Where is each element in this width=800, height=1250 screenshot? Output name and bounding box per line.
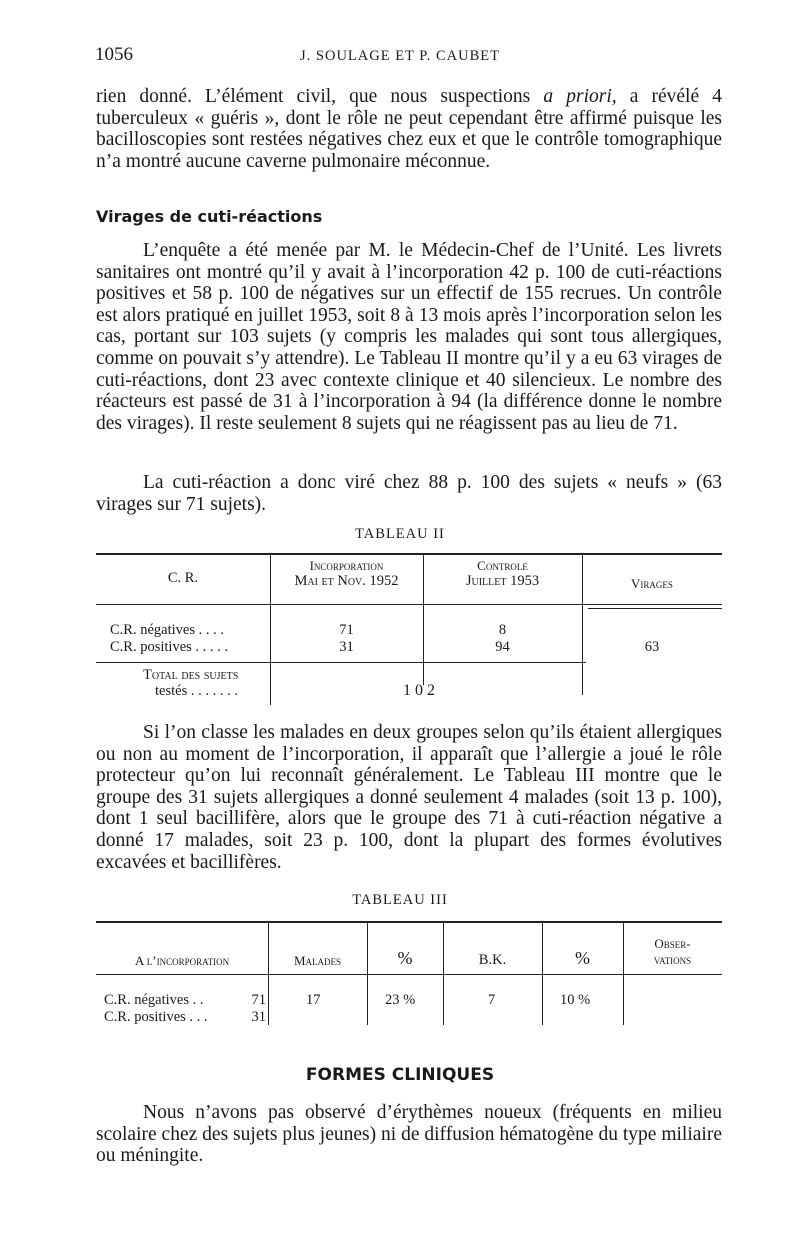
table3-cell-percent: 10 % xyxy=(560,992,591,1008)
table2-total-label: Total des sujets xyxy=(143,667,239,683)
table2-cell-incorp: 71 xyxy=(339,622,354,638)
table2-header-rule-2 xyxy=(588,608,722,609)
table2-row-label: C.R. positives . . . . . xyxy=(110,639,229,655)
table2-cell-controle: 8 xyxy=(498,622,507,638)
table2-header-controle: Controle xyxy=(477,558,528,573)
table2-body-rule xyxy=(96,662,586,663)
table2-title: TABLEAU II xyxy=(355,526,445,542)
page-number: 1056 xyxy=(95,44,133,65)
table3-header-percent: % xyxy=(575,948,590,968)
paragraph-intro xyxy=(96,86,722,172)
table2-header-cr: C. R. xyxy=(167,570,199,586)
table2-header-incorporation-date: Mai et Nov. 1952 xyxy=(294,573,399,589)
paragraph-formes xyxy=(96,1102,722,1167)
table3-cell-bk: 7 xyxy=(488,992,496,1008)
table2-row-label: C.R. négatives . . . . xyxy=(110,622,224,638)
table2-top-rule xyxy=(96,553,722,555)
table3-header-incorporation: A l’incorporation xyxy=(134,953,230,968)
table3-header-observations-2: vations xyxy=(653,952,692,967)
section-heading-virages: Virages de cuti-réactions xyxy=(96,207,323,226)
table3-top-rule xyxy=(96,921,722,923)
paragraph-conclusion-text: La cuti-réaction a donc viré chez 88 p. 100 des sujets « neufs » (63 virages sur 71 sujets). xyxy=(96,472,722,515)
table2-header-incorporation: Incorporation xyxy=(309,558,384,573)
table3-row-label: C.R. positives . . . xyxy=(104,1009,208,1025)
paragraph-enquete xyxy=(96,240,722,434)
paragraph-enquete-text: L’enquête a été menée par M. le Médecin-Chef de l’Unité. Les livrets sanitaires ont montré qu’il y avait à l’incorporation 42 p. 100 de cuti-réactions positives et 58 p. 100 de négatives sur un effectif de 155 recrues. Un contrôle est alors pratiqué en juillet 1953, soit 8 à 13 mois après l’incorporation selon les cas, portant sur 103 sujets (y compris les malades qui sont tous allergiques, comme on pouvait s’y attendre). Le Tableau II montre qu’il y a eu 63 virages de cuti-réactions, dont 23 avec contexte clinique et 40 silencieux. Le nombre des réacteurs est passé de 31 à l’incorporation à 94 (la différence donne le nombre des virages). Il reste seulement 8 sujets qui ne réagissent pas au lieu de 71. xyxy=(96,240,722,434)
table2-header-virages: Virages xyxy=(631,576,673,591)
table3-header-observations: Obser- xyxy=(654,936,691,951)
section-heading-formes-cliniques: FORMES CLINIQUES xyxy=(305,1065,495,1085)
paragraph-intro-part2: a révélé 4 tuberculeux « guéris », dont le rôle ne peut cependant être affirmé puisque les bacilloscopies sont restées négatives chez eux et que le contrôle tomographique n’a montré aucune caverne pulmonaire méconnue. xyxy=(96,86,722,172)
table2-cell-controle: 94 xyxy=(495,639,510,655)
table2-total-label-2: testés . . . . . . . xyxy=(155,683,238,699)
paragraph-formes-text: Nous n’avons pas observé d’érythèmes noueux (fréquents en milieu scolaire chez des sujets plus jeunes) ni de diffusion hématogène du type miliaire ou méningite. xyxy=(96,1102,722,1167)
table3-row-count: 71 xyxy=(251,992,266,1008)
table2-header-rule xyxy=(96,604,722,605)
paragraph-intro-part1: rien donné. L’élément civil, que nous suspections xyxy=(96,86,544,107)
table3-header-malades: Malades xyxy=(293,953,342,968)
table2-total-value: 1 0 2 xyxy=(403,682,435,699)
paragraph-allergie xyxy=(96,722,722,873)
table3-cell-percent: 23 % xyxy=(385,992,416,1008)
table2-header-controle-date: Juillet 1953 xyxy=(465,573,540,589)
paragraph-allergie-text: Si l’on classe les malades en deux groupes selon qu’ils étaient allergiques ou non au moment de l’incorporation, il apparaît que l’allergie a joué le rôle protecteur qu’on lui reconnaît généralement. Le Tableau III montre que le groupe des 31 sujets allergiques a donné seulement 4 malades (soit 13 p. 100), dont 1 seul bacillifère, alors que le groupe des 71 à cuti-réaction négative a donné 17 malades, soit 23 p. 100, dont la plupart des formes évolutives excavées et bacillifères. xyxy=(96,722,722,873)
table3-cell-malades: 17 xyxy=(306,992,321,1008)
table3-row-count: 31 xyxy=(251,1009,266,1025)
table3-header-bk: B.K. xyxy=(478,952,507,968)
table2-cell-virages: 63 xyxy=(644,639,660,655)
paragraph-intro-italic: a priori, xyxy=(543,86,617,107)
table3-title: TABLEAU III xyxy=(352,892,448,908)
paragraph-conclusion xyxy=(96,472,722,515)
table3-row-label: C.R. négatives . . xyxy=(104,992,204,1008)
table2-cell-incorp: 31 xyxy=(339,639,354,655)
table3-header-rule xyxy=(96,974,722,975)
running-head: J. SOULAGE ET P. CAUBET xyxy=(300,48,500,64)
table3-header-percent: % xyxy=(397,948,413,968)
